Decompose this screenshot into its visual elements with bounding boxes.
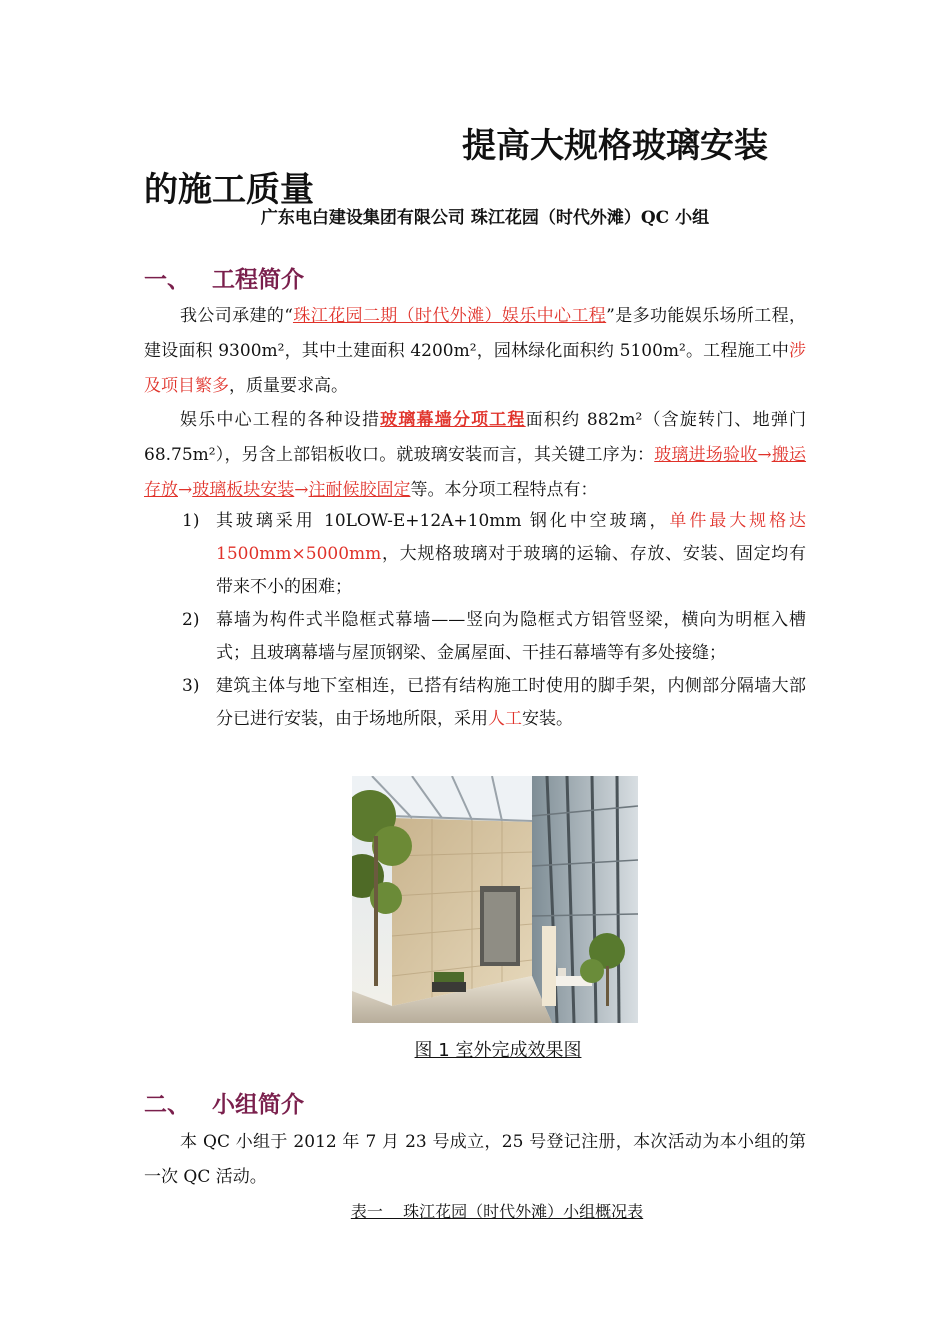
project-name-link: 珠江花园二期（时代外滩）娱乐中心工程	[292, 306, 607, 326]
arrow-icon: →	[294, 480, 309, 500]
document-title-line2: 的施工质量	[144, 170, 314, 210]
section2-heading	[144, 1086, 304, 1119]
text-span: 幕墙为构件式半隐框式幕墙——竖向为隐框式方铝管竖梁，横向为明框入槽式；且玻璃幕墙与屋顶钢梁、金属屋面、干挂石幕墙等有多处接缝；	[216, 610, 806, 663]
process-step-1: 玻璃进场验收	[654, 445, 758, 465]
list-marker: 1)	[182, 511, 200, 531]
highlight-text: 涉及项目繁多	[144, 341, 806, 396]
section1-paragraph-1	[144, 299, 806, 404]
process-step-4: 注耐候胶固定	[308, 480, 411, 500]
process-step-2: 搬运存放	[144, 445, 807, 500]
process-step-3: 玻璃板块安装	[192, 480, 295, 500]
highlight-text: 人工	[488, 709, 522, 729]
feature-list	[144, 505, 806, 736]
section1-number: 一、	[144, 266, 190, 293]
text-span: 面积约 882m²（含旋转门、地弹门 68.75m²），另含上部铝板收口。就玻璃安装而言，其关键工序为：	[144, 410, 807, 465]
text-span: ，质量要求高。	[229, 376, 348, 396]
document-title-line1: 提高大规格玻璃安装	[462, 126, 768, 166]
list-item	[144, 604, 806, 670]
arrow-icon: →	[178, 480, 193, 500]
text-span: 建筑主体与地下室相连，已搭有结构施工时使用的脚手架，内侧部分隔墙大部分已进行安装，由于场地所限，采用	[216, 676, 806, 729]
text-span: 我公司承建的“	[180, 306, 293, 326]
list-item	[144, 670, 806, 736]
section2-number: 二、	[144, 1091, 190, 1118]
text-span: 娱乐中心工程的各种设措	[180, 410, 381, 430]
list-marker: 3)	[182, 676, 200, 696]
figure-caption: 图 1 室外完成效果图	[414, 1040, 582, 1061]
section2-title: 小组简介	[212, 1091, 304, 1118]
document-subtitle: 广东电白建设集团有限公司 珠江花园（时代外滩）QC 小组	[260, 208, 710, 228]
text-span: 其玻璃采用 10LOW-E+12A+10mm 钢化中空玻璃，	[216, 511, 670, 531]
text-span: 安装。	[522, 709, 573, 729]
section1-title: 工程简介	[212, 266, 304, 293]
text-span: ”是多功能娱乐场所工程，建设面积 9300m²，其中土建面积 4200m²，园林绿化面积约 5100m²。工程施工中	[144, 306, 807, 361]
highlight-curtain-wall: 玻璃幕墙分项工程	[380, 410, 526, 430]
arrow-icon: →	[757, 445, 772, 465]
section1-heading	[144, 261, 304, 294]
highlight-text: 单件最大规格达 1500mm×5000mm	[216, 511, 807, 564]
list-marker: 2)	[182, 610, 200, 630]
text-span: 等。本分项工程特点有：	[410, 480, 598, 500]
text-span: ，大规格玻璃对于玻璃的运输、存放、安装、固定均有带来不小的困难；	[216, 544, 806, 597]
atrium-photo	[352, 776, 638, 1023]
section2-paragraph-1: 本 QC 小组于 2012 年 7 月 23 号成立，25 号登记注册，本次活动为本小组的第一次 QC 活动。	[144, 1132, 806, 1187]
section1-paragraph-2	[144, 403, 806, 508]
table-title: 表一 珠江花园（时代外滩）小组概况表	[350, 1202, 644, 1221]
list-item	[144, 505, 806, 604]
